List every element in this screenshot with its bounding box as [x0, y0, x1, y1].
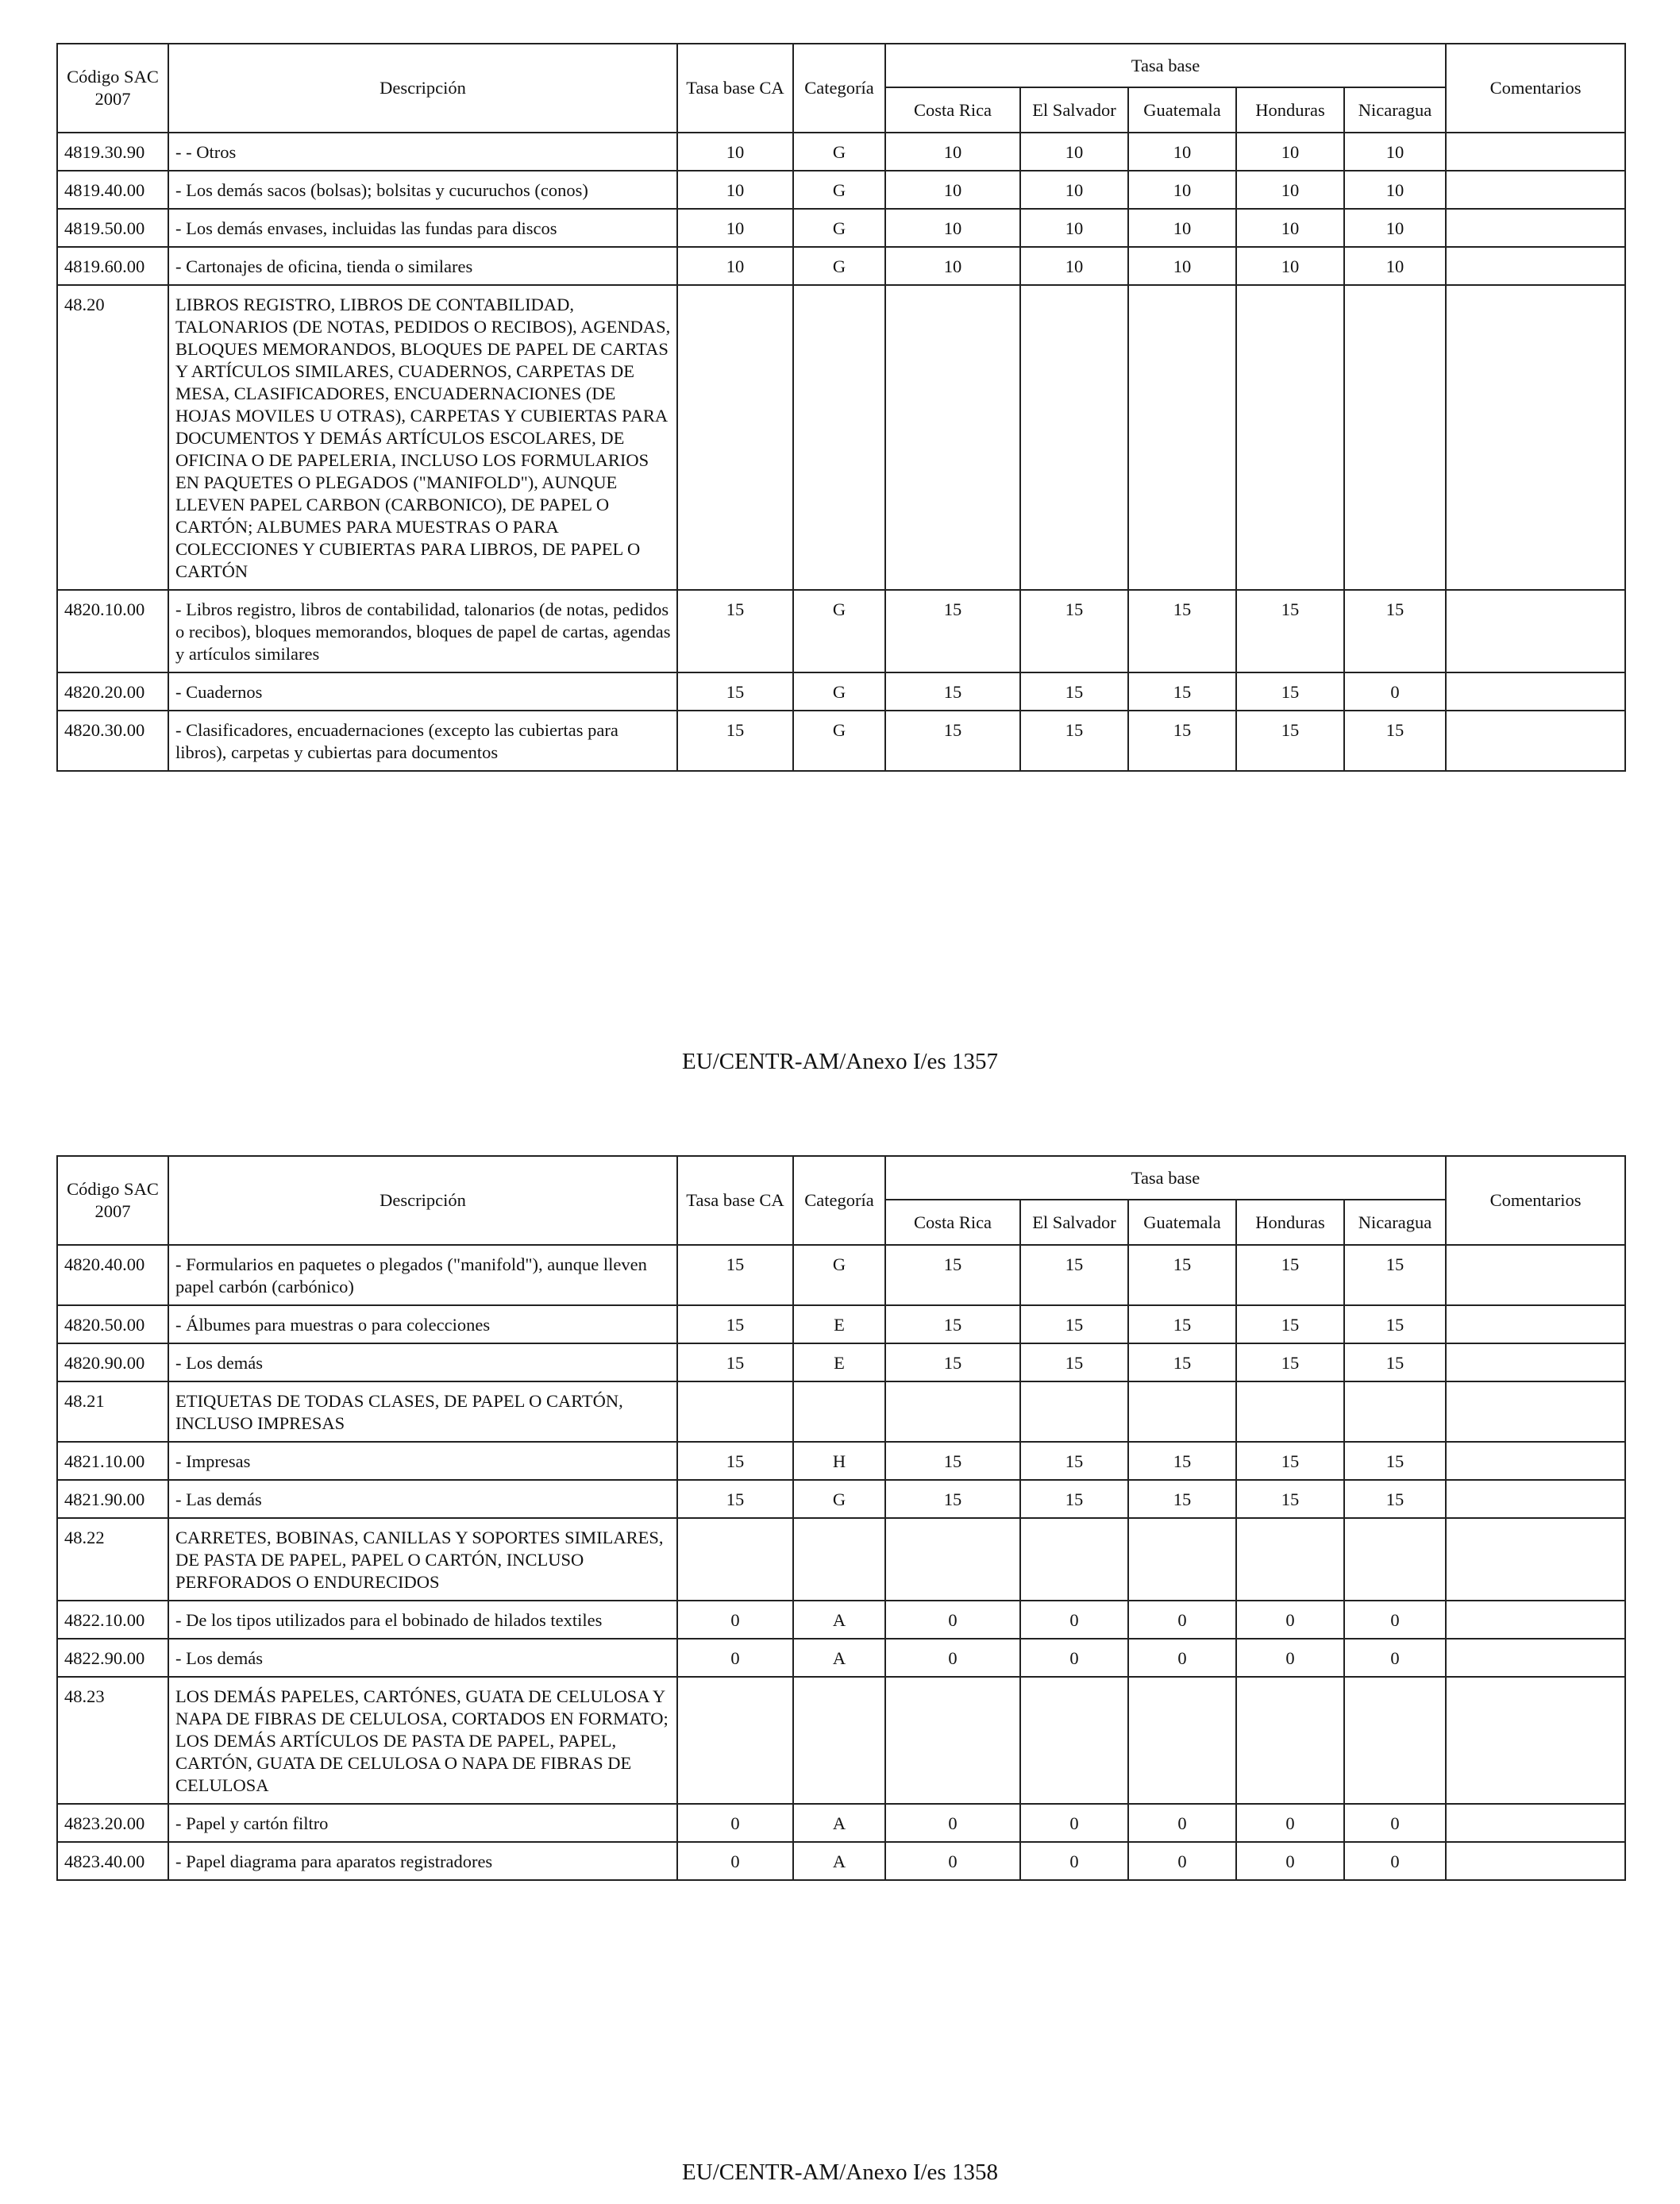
header-tasa-base: Tasa base	[885, 44, 1446, 87]
cell-tasa-base-ca: 15	[677, 1480, 793, 1518]
cell-guatemala: 15	[1128, 590, 1236, 672]
cell-comentarios	[1446, 133, 1625, 171]
cell-honduras: 15	[1236, 1442, 1344, 1480]
cell-nicaragua: 0	[1344, 1601, 1446, 1639]
header-codigo: Código SAC 2007	[57, 44, 168, 133]
cell-costa-rica: 10	[885, 133, 1020, 171]
cell-descripcion: - Formularios en paquetes o plegados ("manifold"), aunque lleven papel carbón (carbónico)	[168, 1245, 677, 1305]
table-row	[57, 1343, 1625, 1381]
cell-honduras: 0	[1236, 1842, 1344, 1880]
cell-guatemala: 10	[1128, 247, 1236, 285]
cell-tasa-base-ca	[677, 1518, 793, 1601]
cell-nicaragua: 0	[1344, 1804, 1446, 1842]
cell-codigo: 48.21	[57, 1381, 168, 1442]
cell-descripcion: - Cartonajes de oficina, tienda o similares	[168, 247, 677, 285]
cell-tasa-base-ca: 0	[677, 1804, 793, 1842]
cell-guatemala: 10	[1128, 133, 1236, 171]
cell-tasa-base-ca: 15	[677, 672, 793, 711]
cell-categoria	[793, 1518, 885, 1601]
cell-nicaragua: 15	[1344, 1442, 1446, 1480]
cell-costa-rica: 15	[885, 1442, 1020, 1480]
header-guatemala: Guatemala	[1128, 1200, 1236, 1245]
cell-guatemala: 10	[1128, 171, 1236, 209]
cell-tasa-base-ca	[677, 1381, 793, 1442]
cell-nicaragua: 15	[1344, 711, 1446, 771]
cell-comentarios	[1446, 285, 1625, 590]
cell-nicaragua: 15	[1344, 1480, 1446, 1518]
cell-comentarios	[1446, 1442, 1625, 1480]
cell-categoria: E	[793, 1343, 885, 1381]
cell-nicaragua: 10	[1344, 133, 1446, 171]
cell-categoria	[793, 1381, 885, 1442]
cell-descripcion: CARRETES, BOBINAS, CANILLAS Y SOPORTES SIMILARES, DE PASTA DE PAPEL, PAPEL O CARTÓN, INCLUSO PERFORADOS O ENDURECIDOS	[168, 1518, 677, 1601]
cell-descripcion: - - Otros	[168, 133, 677, 171]
cell-categoria: A	[793, 1842, 885, 1880]
cell-categoria: E	[793, 1305, 885, 1343]
table-header-row	[57, 44, 1625, 87]
cell-el-salvador: 10	[1020, 209, 1128, 247]
cell-guatemala: 0	[1128, 1842, 1236, 1880]
cell-tasa-base-ca: 10	[677, 171, 793, 209]
cell-codigo: 4820.30.00	[57, 711, 168, 771]
cell-comentarios	[1446, 1601, 1625, 1639]
cell-comentarios	[1446, 209, 1625, 247]
cell-el-salvador	[1020, 1381, 1128, 1442]
page-footer-1358: EU/CENTR-AM/Anexo I/es 1358	[682, 2160, 998, 2185]
cell-nicaragua: 0	[1344, 672, 1446, 711]
cell-costa-rica	[885, 1381, 1020, 1442]
cell-comentarios	[1446, 1245, 1625, 1305]
cell-tasa-base-ca: 10	[677, 247, 793, 285]
cell-honduras: 15	[1236, 1305, 1344, 1343]
cell-el-salvador: 0	[1020, 1639, 1128, 1677]
header-honduras: Honduras	[1236, 1200, 1344, 1245]
cell-guatemala: 15	[1128, 1245, 1236, 1305]
cell-guatemala: 0	[1128, 1601, 1236, 1639]
cell-categoria: G	[793, 1480, 885, 1518]
cell-nicaragua: 15	[1344, 590, 1446, 672]
cell-tasa-base-ca: 15	[677, 1442, 793, 1480]
header-comentarios: Comentarios	[1446, 44, 1625, 133]
cell-honduras: 0	[1236, 1639, 1344, 1677]
cell-nicaragua: 10	[1344, 209, 1446, 247]
cell-comentarios	[1446, 1305, 1625, 1343]
cell-categoria	[793, 285, 885, 590]
cell-guatemala: 15	[1128, 1442, 1236, 1480]
cell-codigo: 4819.30.90	[57, 133, 168, 171]
header-tasa-base: Tasa base	[885, 1156, 1446, 1200]
cell-honduras	[1236, 1677, 1344, 1804]
cell-comentarios	[1446, 1804, 1625, 1842]
cell-guatemala: 15	[1128, 711, 1236, 771]
cell-comentarios	[1446, 1343, 1625, 1381]
header-nicaragua: Nicaragua	[1344, 87, 1446, 133]
cell-costa-rica	[885, 1518, 1020, 1601]
table-row	[57, 1442, 1625, 1480]
tariff-table-1358	[56, 1155, 1626, 1881]
cell-categoria: G	[793, 711, 885, 771]
cell-nicaragua: 0	[1344, 1842, 1446, 1880]
cell-guatemala: 0	[1128, 1804, 1236, 1842]
cell-descripcion: - Los demás	[168, 1343, 677, 1381]
cell-tasa-base-ca: 15	[677, 1305, 793, 1343]
cell-categoria: G	[793, 209, 885, 247]
cell-guatemala: 15	[1128, 1480, 1236, 1518]
cell-nicaragua: 15	[1344, 1245, 1446, 1305]
cell-tasa-base-ca: 15	[677, 1343, 793, 1381]
cell-descripcion: - Libros registro, libros de contabilidad, talonarios (de notas, pedidos o recibos), bloques memorandos, bloques de papel de cartas, agendas y artículos similares	[168, 590, 677, 672]
cell-categoria: H	[793, 1442, 885, 1480]
cell-comentarios	[1446, 672, 1625, 711]
cell-codigo: 48.20	[57, 285, 168, 590]
cell-nicaragua	[1344, 285, 1446, 590]
cell-costa-rica: 15	[885, 1245, 1020, 1305]
cell-nicaragua: 15	[1344, 1343, 1446, 1381]
cell-codigo: 4820.10.00	[57, 590, 168, 672]
header-descripcion: Descripción	[168, 1156, 677, 1245]
cell-el-salvador	[1020, 285, 1128, 590]
cell-el-salvador: 10	[1020, 171, 1128, 209]
cell-guatemala	[1128, 1518, 1236, 1601]
cell-honduras: 10	[1236, 133, 1344, 171]
cell-categoria: G	[793, 590, 885, 672]
table-row	[57, 711, 1625, 771]
cell-guatemala: 15	[1128, 1305, 1236, 1343]
cell-nicaragua: 0	[1344, 1639, 1446, 1677]
cell-guatemala	[1128, 1381, 1236, 1442]
table-row	[57, 1305, 1625, 1343]
cell-nicaragua	[1344, 1381, 1446, 1442]
cell-el-salvador: 0	[1020, 1601, 1128, 1639]
cell-descripcion: - Cuadernos	[168, 672, 677, 711]
cell-costa-rica: 15	[885, 1343, 1020, 1381]
cell-tasa-base-ca: 0	[677, 1601, 793, 1639]
cell-el-salvador: 0	[1020, 1804, 1128, 1842]
cell-comentarios	[1446, 1639, 1625, 1677]
cell-tasa-base-ca: 10	[677, 133, 793, 171]
cell-tasa-base-ca: 15	[677, 590, 793, 672]
tariff-table-1357	[56, 43, 1626, 772]
cell-nicaragua	[1344, 1677, 1446, 1804]
table-body	[57, 1245, 1625, 1880]
cell-codigo: 4819.60.00	[57, 247, 168, 285]
cell-el-salvador	[1020, 1518, 1128, 1601]
cell-costa-rica: 10	[885, 247, 1020, 285]
cell-el-salvador: 15	[1020, 672, 1128, 711]
cell-honduras	[1236, 285, 1344, 590]
cell-comentarios	[1446, 711, 1625, 771]
cell-codigo: 4821.10.00	[57, 1442, 168, 1480]
table-row	[57, 171, 1625, 209]
cell-comentarios	[1446, 1480, 1625, 1518]
table-row	[57, 209, 1625, 247]
cell-nicaragua: 10	[1344, 247, 1446, 285]
table-row	[57, 1245, 1625, 1305]
cell-categoria: A	[793, 1639, 885, 1677]
cell-codigo: 4820.90.00	[57, 1343, 168, 1381]
cell-comentarios	[1446, 171, 1625, 209]
cell-costa-rica: 0	[885, 1639, 1020, 1677]
cell-costa-rica	[885, 1677, 1020, 1804]
cell-tasa-base-ca: 15	[677, 1245, 793, 1305]
cell-codigo: 4821.90.00	[57, 1480, 168, 1518]
header-costa-rica: Costa Rica	[885, 87, 1020, 133]
cell-codigo: 4820.50.00	[57, 1305, 168, 1343]
cell-comentarios	[1446, 1381, 1625, 1442]
cell-el-salvador: 10	[1020, 133, 1128, 171]
header-categoria: Categoría	[793, 44, 885, 133]
cell-comentarios	[1446, 1842, 1625, 1880]
cell-nicaragua: 10	[1344, 171, 1446, 209]
cell-el-salvador: 15	[1020, 711, 1128, 771]
page-footer-1357: EU/CENTR-AM/Anexo I/es 1357	[682, 1049, 998, 1074]
cell-el-salvador: 0	[1020, 1842, 1128, 1880]
cell-categoria: A	[793, 1601, 885, 1639]
cell-costa-rica: 15	[885, 1480, 1020, 1518]
cell-costa-rica: 0	[885, 1804, 1020, 1842]
cell-guatemala	[1128, 1677, 1236, 1804]
cell-descripcion: - De los tipos utilizados para el bobinado de hilados textiles	[168, 1601, 677, 1639]
cell-honduras: 10	[1236, 171, 1344, 209]
cell-codigo: 48.22	[57, 1518, 168, 1601]
cell-guatemala	[1128, 285, 1236, 590]
cell-costa-rica: 15	[885, 672, 1020, 711]
cell-descripcion: - Los demás	[168, 1639, 677, 1677]
cell-descripcion: ETIQUETAS DE TODAS CLASES, DE PAPEL O CARTÓN, INCLUSO IMPRESAS	[168, 1381, 677, 1442]
cell-categoria: G	[793, 133, 885, 171]
cell-nicaragua	[1344, 1518, 1446, 1601]
table-row	[57, 285, 1625, 590]
cell-el-salvador	[1020, 1677, 1128, 1804]
table-row	[57, 672, 1625, 711]
cell-codigo: 4819.50.00	[57, 209, 168, 247]
cell-descripcion: - Álbumes para muestras o para colecciones	[168, 1305, 677, 1343]
cell-guatemala: 15	[1128, 672, 1236, 711]
header-codigo: Código SAC 2007	[57, 1156, 168, 1245]
header-tasa-base-ca: Tasa base CA	[677, 44, 793, 133]
cell-codigo: 4820.40.00	[57, 1245, 168, 1305]
cell-costa-rica: 0	[885, 1601, 1020, 1639]
cell-codigo: 48.23	[57, 1677, 168, 1804]
cell-categoria: G	[793, 171, 885, 209]
cell-honduras: 15	[1236, 711, 1344, 771]
cell-descripcion: - Clasificadores, encuadernaciones (excepto las cubiertas para libros), carpetas y cubiertas para documentos	[168, 711, 677, 771]
cell-honduras: 15	[1236, 1343, 1344, 1381]
table-row	[57, 1601, 1625, 1639]
cell-codigo: 4822.90.00	[57, 1639, 168, 1677]
cell-tasa-base-ca: 15	[677, 711, 793, 771]
header-nicaragua: Nicaragua	[1344, 1200, 1446, 1245]
cell-comentarios	[1446, 1677, 1625, 1804]
header-tasa-base-ca: Tasa base CA	[677, 1156, 793, 1245]
cell-costa-rica: 10	[885, 209, 1020, 247]
cell-costa-rica: 15	[885, 1305, 1020, 1343]
cell-categoria: G	[793, 247, 885, 285]
cell-el-salvador: 15	[1020, 1480, 1128, 1518]
cell-el-salvador: 15	[1020, 1343, 1128, 1381]
cell-el-salvador: 15	[1020, 1245, 1128, 1305]
cell-costa-rica: 15	[885, 590, 1020, 672]
cell-honduras: 10	[1236, 209, 1344, 247]
table-row	[57, 1639, 1625, 1677]
cell-comentarios	[1446, 1518, 1625, 1601]
table-row	[57, 1480, 1625, 1518]
cell-guatemala: 15	[1128, 1343, 1236, 1381]
cell-descripcion: - Impresas	[168, 1442, 677, 1480]
cell-nicaragua: 15	[1344, 1305, 1446, 1343]
cell-descripcion: - Los demás sacos (bolsas); bolsitas y cucuruchos (conos)	[168, 171, 677, 209]
table-row	[57, 1518, 1625, 1601]
cell-honduras: 10	[1236, 247, 1344, 285]
cell-categoria: G	[793, 672, 885, 711]
cell-guatemala: 0	[1128, 1639, 1236, 1677]
cell-categoria	[793, 1677, 885, 1804]
cell-tasa-base-ca: 0	[677, 1639, 793, 1677]
table-row	[57, 1381, 1625, 1442]
cell-descripcion: - Papel y cartón filtro	[168, 1804, 677, 1842]
cell-costa-rica: 0	[885, 1842, 1020, 1880]
cell-honduras	[1236, 1518, 1344, 1601]
table-row	[57, 247, 1625, 285]
header-categoria: Categoría	[793, 1156, 885, 1245]
cell-guatemala: 10	[1128, 209, 1236, 247]
cell-tasa-base-ca: 10	[677, 209, 793, 247]
table-row	[57, 1677, 1625, 1804]
cell-codigo: 4820.20.00	[57, 672, 168, 711]
cell-costa-rica	[885, 285, 1020, 590]
cell-codigo: 4823.20.00	[57, 1804, 168, 1842]
header-guatemala: Guatemala	[1128, 87, 1236, 133]
cell-descripcion: - Papel diagrama para aparatos registradores	[168, 1842, 677, 1880]
header-comentarios: Comentarios	[1446, 1156, 1625, 1245]
cell-el-salvador: 15	[1020, 1442, 1128, 1480]
cell-el-salvador: 15	[1020, 590, 1128, 672]
header-descripcion: Descripción	[168, 44, 677, 133]
cell-el-salvador: 10	[1020, 247, 1128, 285]
cell-descripcion: - Las demás	[168, 1480, 677, 1518]
cell-tasa-base-ca	[677, 1677, 793, 1804]
cell-honduras: 0	[1236, 1601, 1344, 1639]
table-row	[57, 133, 1625, 171]
cell-codigo: 4822.10.00	[57, 1601, 168, 1639]
table-row	[57, 1804, 1625, 1842]
cell-tasa-base-ca	[677, 285, 793, 590]
cell-descripcion: - Los demás envases, incluidas las fundas para discos	[168, 209, 677, 247]
cell-comentarios	[1446, 247, 1625, 285]
cell-codigo: 4819.40.00	[57, 171, 168, 209]
table-row	[57, 1842, 1625, 1880]
cell-descripcion: LOS DEMÁS PAPELES, CARTÓNES, GUATA DE CELULOSA Y NAPA DE FIBRAS DE CELULOSA, CORTADOS EN FORMATO; LOS DEMÁS ARTÍCULOS DE PASTA DE PAPEL, PAPEL, CARTÓN, GUATA DE CELULOSA O NAPA DE FIBRAS DE CELULOSA	[168, 1677, 677, 1804]
cell-honduras: 15	[1236, 672, 1344, 711]
cell-costa-rica: 15	[885, 711, 1020, 771]
cell-costa-rica: 10	[885, 171, 1020, 209]
cell-el-salvador: 15	[1020, 1305, 1128, 1343]
header-el-salvador: El Salvador	[1020, 87, 1128, 133]
cell-honduras: 15	[1236, 590, 1344, 672]
cell-honduras: 15	[1236, 1480, 1344, 1518]
table-header-row	[57, 1156, 1625, 1200]
header-honduras: Honduras	[1236, 87, 1344, 133]
cell-codigo: 4823.40.00	[57, 1842, 168, 1880]
table-row	[57, 590, 1625, 672]
cell-comentarios	[1446, 590, 1625, 672]
cell-descripcion: LIBROS REGISTRO, LIBROS DE CONTABILIDAD, TALONARIOS (DE NOTAS, PEDIDOS O RECIBOS), AGENDAS, BLOQUES MEMORANDOS, BLOQUES DE PAPEL DE CARTAS Y ARTÍCULOS SIMILARES, CUADERNOS, CARPETAS DE MESA, CLASIFICADORES, ENCUADERNACIONES (DE HOJAS MOVILES U OTRAS), CARPETAS Y CUBIERTAS PARA DOCUMENTOS Y DEMÁS ARTÍCULOS ESCOLARES, DE OFICINA O DE PAPELERIA, INCLUSO LOS FORMULARIOS EN PAQUETES O PLEGADOS ("MANIFOLD"), AUNQUE LLEVEN PAPEL CARBON (CARBONICO), DE PAPEL O CARTÓN; ALBUMES PARA MUESTRAS O PARA COLECCIONES Y CUBIERTAS PARA LIBROS, DE PAPEL O CARTÓN	[168, 285, 677, 590]
header-el-salvador: El Salvador	[1020, 1200, 1128, 1245]
header-costa-rica: Costa Rica	[885, 1200, 1020, 1245]
cell-honduras	[1236, 1381, 1344, 1442]
cell-honduras: 15	[1236, 1245, 1344, 1305]
cell-honduras: 0	[1236, 1804, 1344, 1842]
cell-categoria: A	[793, 1804, 885, 1842]
cell-categoria: G	[793, 1245, 885, 1305]
table-body	[57, 133, 1625, 771]
cell-tasa-base-ca: 0	[677, 1842, 793, 1880]
